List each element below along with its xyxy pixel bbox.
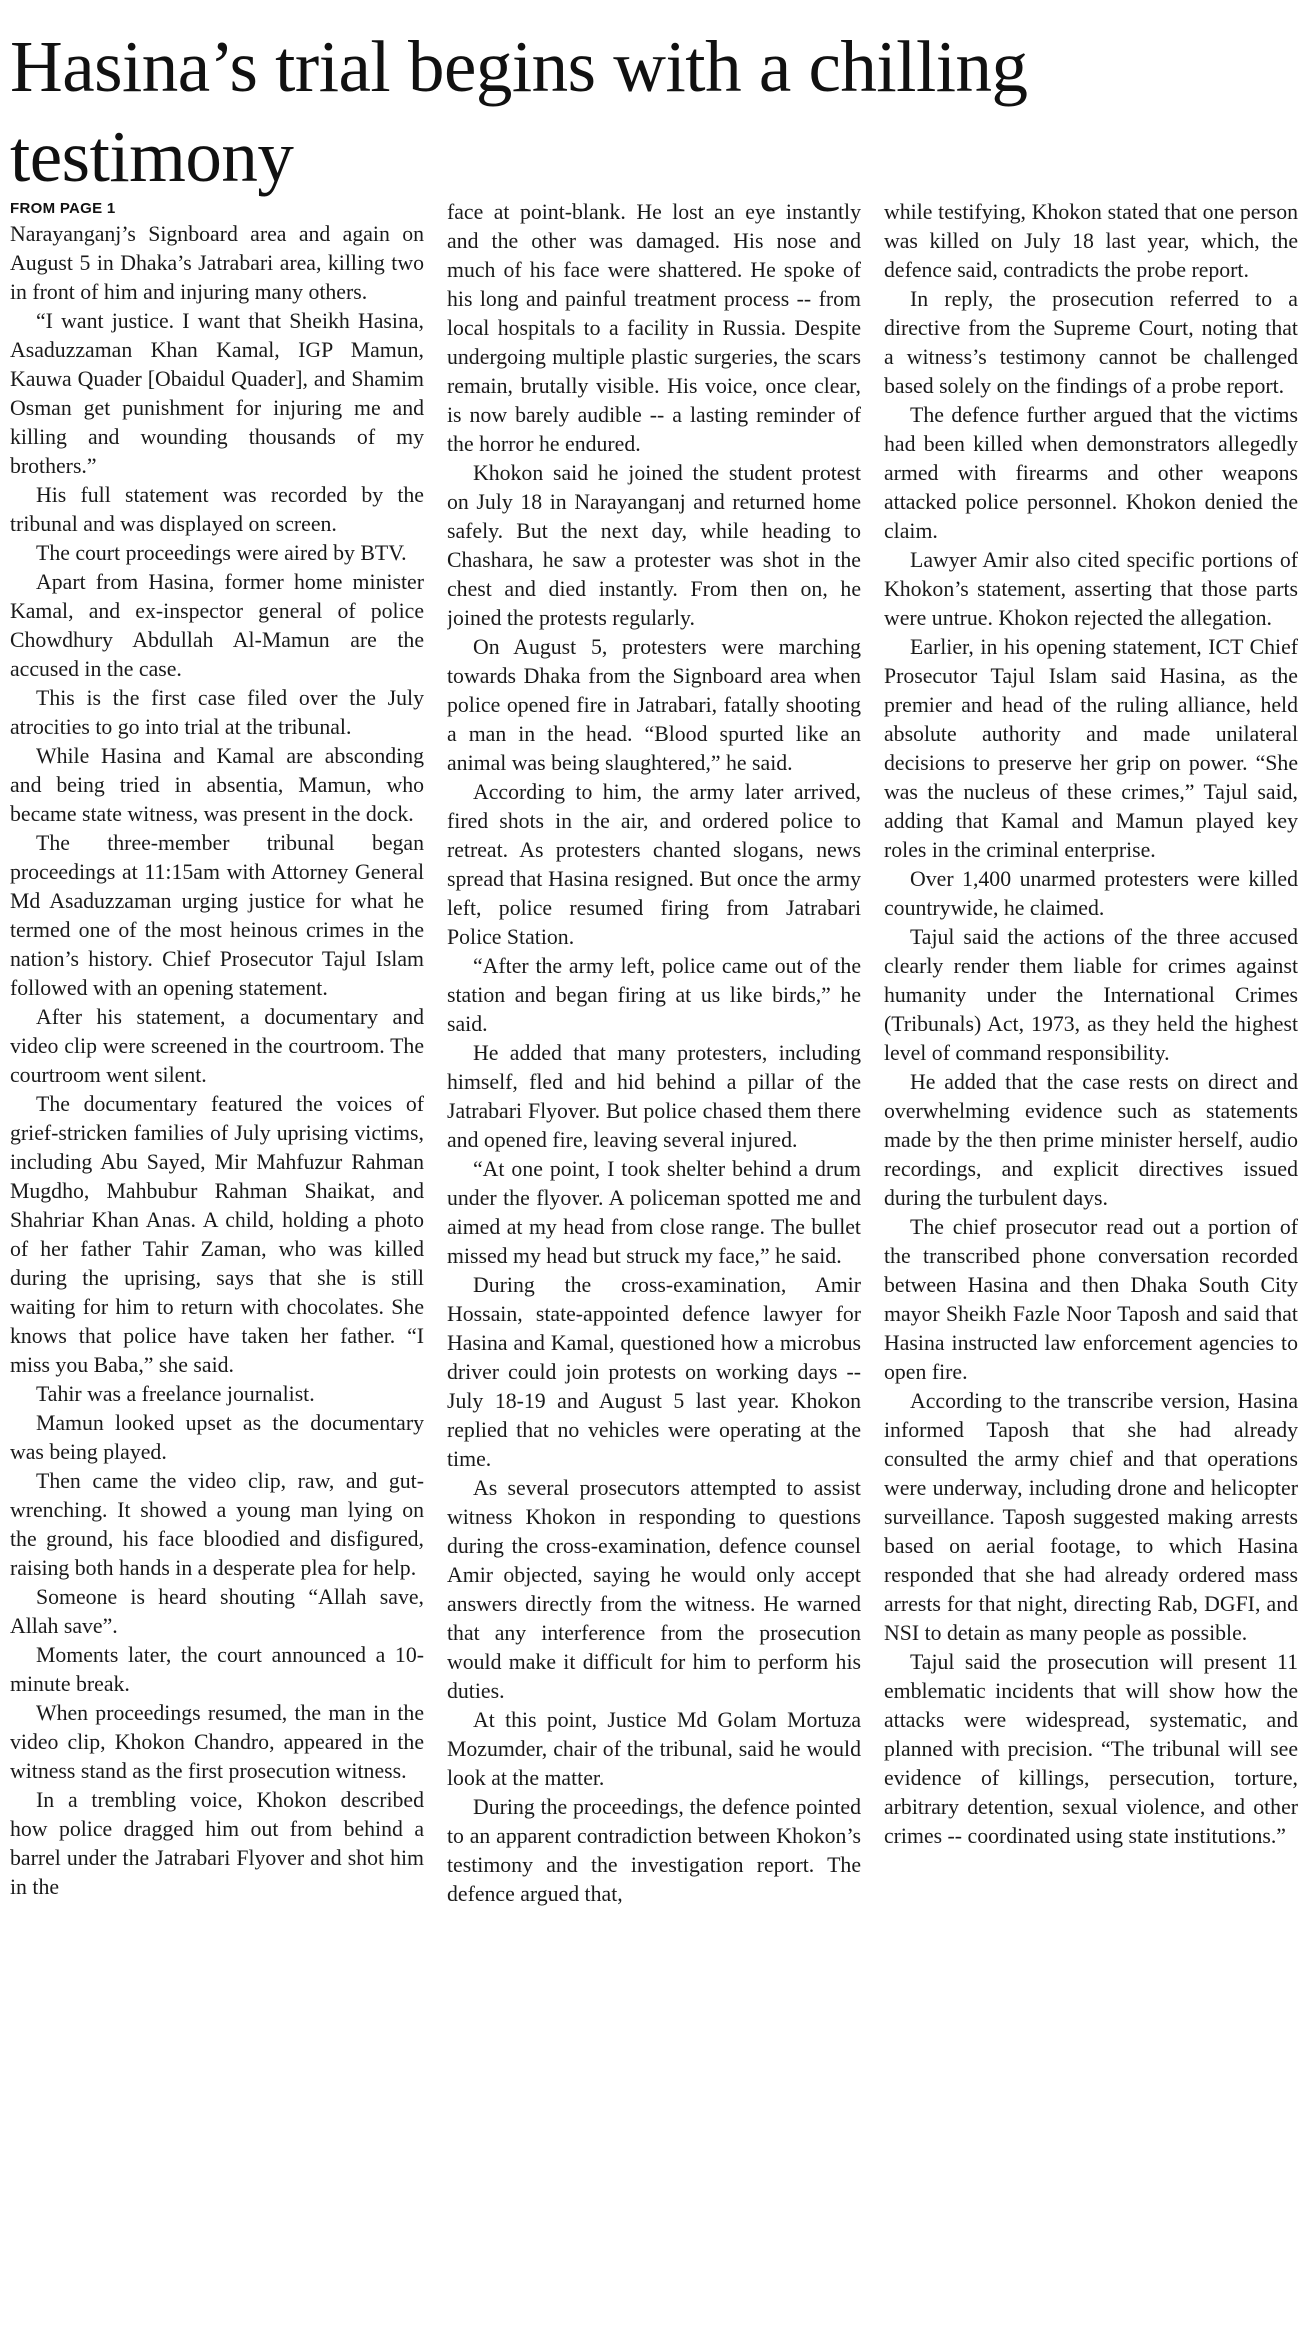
paragraph: He added that the case rests on direct and overwhelming evidence such as statements made by the then prime minister herself, audio recordings, and explicit directives issued during the turbulent days.: [884, 1070, 1298, 1210]
column-3: [884, 198, 1298, 2338]
paragraph: In a trembling voice, Khokon described how police dragged him out from behind a barrel under the Jatrabari Flyover and shot him in the: [10, 1788, 424, 1899]
paragraph: During the cross-examination, Amir Hossain, state-appointed defence lawyer for Hasina and Kamal, questioned how a microbus driver could join protests on working days -- July 18-19 and August 5 last year. Khokon replied that no vehicles were operating at the time.: [447, 1273, 861, 1471]
paragraph: Someone is heard shouting “Allah save, Allah save”.: [10, 1585, 424, 1638]
paragraph: Apart from Hasina, former home minister Kamal, and ex-inspector general of police Chowdhury Abdullah Al-Mamun are the accused in the case.: [10, 570, 424, 681]
paragraph: After his statement, a documentary and video clip were screened in the courtroom. The courtroom went silent.: [10, 1005, 424, 1087]
paragraph: In reply, the prosecution referred to a directive from the Supreme Court, noting that a witness’s testimony cannot be challenged based solely on the findings of a probe report.: [884, 287, 1298, 398]
paragraph: Over 1,400 unarmed protesters were killed countrywide, he claimed.: [884, 867, 1298, 920]
paragraph: The chief prosecutor read out a portion of the transcribed phone conversation recorded between Hasina and then Dhaka South City mayor Sheikh Fazle Noor Taposh and said that Hasina instructed law enforcement agencies to open fire.: [884, 1215, 1298, 1384]
paragraph: As several prosecutors attempted to assist witness Khokon in responding to questions during the cross-examination, defence counsel Amir objected, saying he would only accept answers directly from the witness. He warned that any interference from the prosecution would make it difficult for him to perform his duties.: [447, 1476, 861, 1703]
paragraph: The documentary featured the voices of grief-stricken families of July uprising victims, including Abu Sayed, Mir Mahfuzur Rahman Mugdho, Mahbubur Rahman Shaikat, and Shahriar Khan Anas. A child, holding a photo of her father Tahir Zaman, who was killed during the uprising, says that she is still waiting for him to return with chocolates. She knows that police have taken her father. “I miss you Baba,” she said.: [10, 1092, 424, 1377]
paragraph: The three-member tribunal began proceedings at 11:15am with Attorney General Md Asaduzzaman urging justice for what he termed one of the most heinous crimes in the nation’s history. Chief Prosecutor Tajul Islam followed with an opening statement.: [10, 831, 424, 1000]
paragraph: Tajul said the actions of the three accused clearly render them liable for crimes against humanity under the International Crimes (Tribunals) Act, 1973, as they held the highest level of command responsibility.: [884, 925, 1298, 1065]
column-1: [10, 198, 424, 2338]
paragraph: Khokon said he joined the student protest on July 18 in Narayanganj and returned home safely. But the next day, while heading to Chashara, he saw a protester was shot in the chest and died instantly. From then on, he joined the protests regularly.: [447, 461, 861, 630]
paragraph: “I want justice. I want that Sheikh Hasina, Asaduzzaman Khan Kamal, IGP Mamun, Kauwa Quader [Obaidul Quader], and Shamim Osman get punishment for injuring me and killing and wounding thousands of my brothers.”: [10, 309, 424, 478]
paragraph: According to him, the army later arrived, fired shots in the air, and ordered police to retreat. As protesters chanted slogans, news spread that Hasina resigned. But once the army left, police resumed firing from Jatrabari Police Station.: [447, 780, 861, 949]
paragraph: While Hasina and Kamal are absconding and being tried in absentia, Mamun, who became state witness, was present in the dock.: [10, 744, 424, 826]
paragraph: The defence further argued that the victims had been killed when demonstrators allegedly armed with firearms and other weapons attacked police personnel. Khokon denied the claim.: [884, 403, 1298, 543]
kicker: FROM PAGE 1: [10, 200, 116, 217]
paragraph: The court proceedings were aired by BTV.: [36, 541, 407, 565]
paragraph: His full statement was recorded by the tribunal and was displayed on screen.: [10, 483, 424, 536]
paragraph: Moments later, the court announced a 10-minute break.: [10, 1643, 424, 1696]
paragraph: At this point, Justice Md Golam Mortuza Mozumder, chair of the tribunal, said he would look at the matter.: [447, 1708, 861, 1790]
paragraph: face at point-blank. He lost an eye instantly and the other was damaged. His nose and much of his face were shattered. He spoke of his long and painful treatment process -- from local hospitals to a facility in Russia. Despite undergoing multiple plastic surgeries, the scars remain, brutally visible. His voice, once clear, is now barely audible -- a lasting reminder of the horror he endured.: [447, 200, 861, 456]
paragraph: Mamun looked upset as the documentary was being played.: [10, 1411, 424, 1464]
paragraph: According to the transcribe version, Hasina informed Taposh that she had already consulted the army chief and that operations were underway, including drone and helicopter surveillance. Taposh suggested making arrests based on aerial footage, to which Hasina responded that she had already ordered mass arrests for that night, directing Rab, DGFI, and NSI to detain as many people as possible.: [884, 1389, 1298, 1645]
paragraph: Lawyer Amir also cited specific portions of Khokon’s statement, asserting that those parts were untrue. Khokon rejected the allegation.: [884, 548, 1298, 630]
paragraph: Then came the video clip, raw, and gut-wrenching. It showed a young man lying on the ground, his face bloodied and disfigured, raising both hands in a desperate plea for help.: [10, 1469, 424, 1580]
paragraph: “At one point, I took shelter behind a drum under the flyover. A policeman spotted me and aimed at my head from close range. The bullet missed my head but struck my face,” he said.: [447, 1157, 861, 1268]
paragraph: This is the first case filed over the July atrocities to go into trial at the tribunal.: [10, 686, 424, 739]
paragraph: When proceedings resumed, the man in the video clip, Khokon Chandro, appeared in the witness stand as the first prosecution witness.: [10, 1701, 424, 1783]
paragraph: During the proceedings, the defence pointed to an apparent contradiction between Khokon’s testimony and the investigation report. The defence argued that,: [447, 1795, 861, 1906]
headline: Hasina’s trial begins with a chilling testimony: [10, 26, 1028, 197]
paragraph: “After the army left, police came out of the station and began firing at us like birds,” he said.: [447, 954, 861, 1036]
paragraph: Earlier, in his opening statement, ICT Chief Prosecutor Tajul Islam said Hasina, as the premier and head of the ruling alliance, held absolute authority and made unilateral decisions to preserve her grip on power. “She was the nucleus of these crimes,” Tajul said, adding that Kamal and Mamun played key roles in the criminal enterprise.: [884, 635, 1298, 862]
paragraph: Tajul said the prosecution will present 11 emblematic incidents that will show how the attacks were widespread, systematic, and planned with precision. “The tribunal will see evidence of killings, persecution, torture, arbitrary detention, sexual violence, and other crimes -- coordinated using state institutions.”: [884, 1650, 1298, 1848]
paragraph: He added that many protesters, including himself, fled and hid behind a pillar of the Jatrabari Flyover. But police chased them there and opened fire, leaving several injured.: [447, 1041, 861, 1152]
paragraph: Tahir was a freelance journalist.: [36, 1382, 315, 1406]
paragraph: Narayanganj’s Signboard area and again on August 5 in Dhaka’s Jatrabari area, killing two in front of him and injuring many others.: [10, 222, 424, 304]
column-2: [447, 198, 861, 2338]
paragraph: On August 5, protesters were marching towards Dhaka from the Signboard area when police opened fire in Jatrabari, fatally shooting a man in the head. “Blood spurted like an animal was being slaughtered,” he said.: [447, 635, 861, 775]
paragraph: while testifying, Khokon stated that one person was killed on July 18 last year, which, the defence said, contradicts the probe report.: [884, 200, 1298, 282]
article-body: [10, 198, 1298, 2338]
